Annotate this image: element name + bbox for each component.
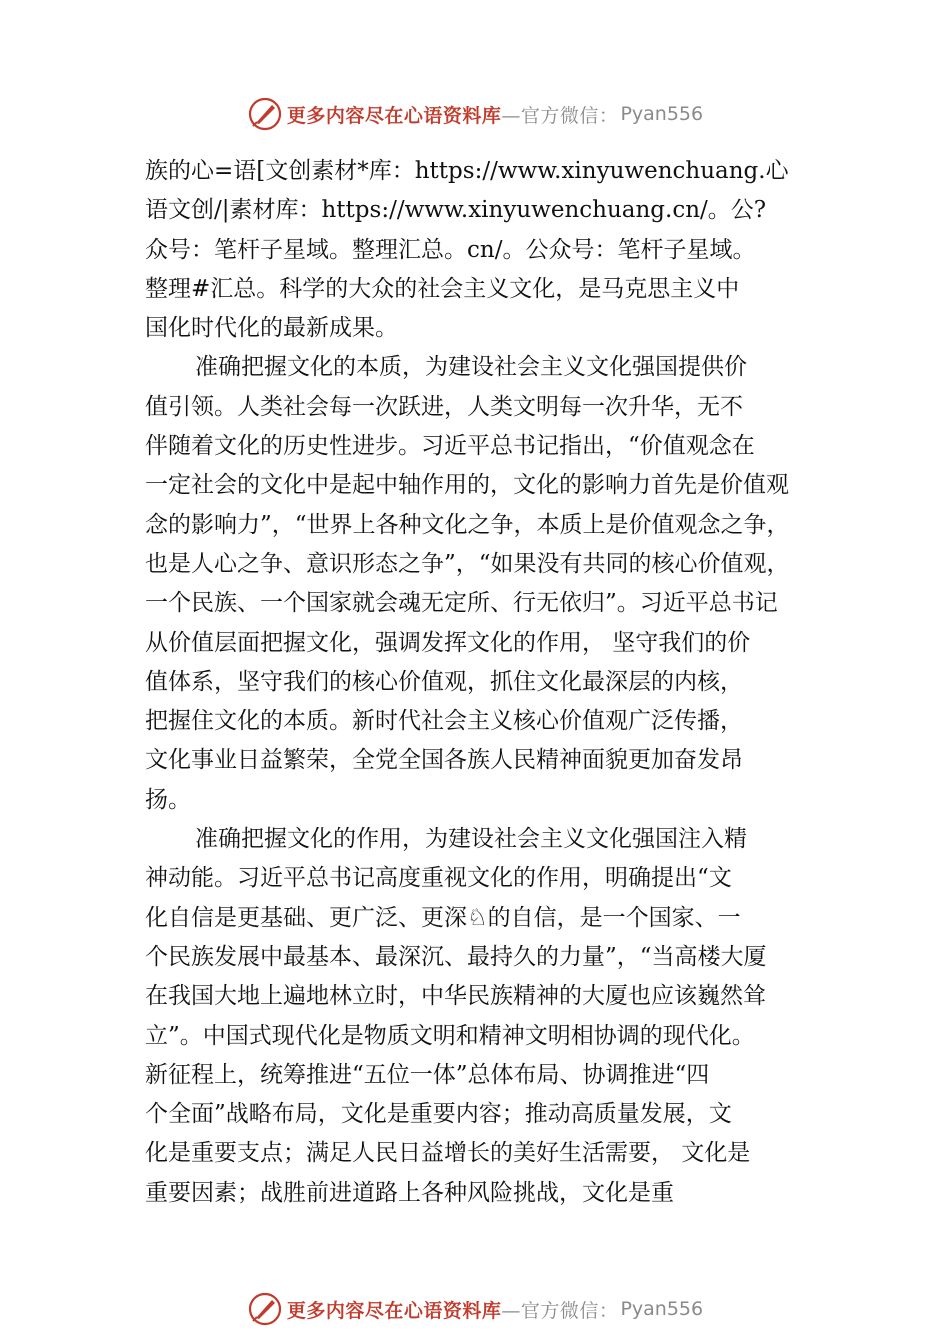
text-line: 从价值层面把握文化，强调发挥文化的作用， 坚守我们的价 [145,629,751,656]
text-line: 一个民族、一个国家就会魂无定所、行无依归”。习近平总书记 [145,590,778,617]
header-banner [0,94,950,134]
document-body [145,152,835,1213]
header-contact: Pyan556 [620,103,704,125]
text-line: 也是人心之争、意识形态之争”，“如果没有共同的核心价值观， [145,550,790,577]
text-line: 化自信是更基础、更广泛、更深♘的自信，是一个国家、一 [145,904,741,931]
text-line: 个民族发展中最基本、最深沉、最持久的力量”，“当高楼大厦 [145,943,767,970]
text-line: 在我国大地上遍地林立时，中华民族精神的大厦也应该巍然耸 [145,983,766,1010]
text-line: 族的心=语[文创素材*库：https://www.xinyuwenchuang.心 [145,158,789,184]
text-line: 重要因素；战胜前进道路上各种风险挑战，文化是重 [145,1179,674,1206]
text-line: 众号：笔杆子星域。整理汇总。cn/。公众号：笔杆子星域。 [145,236,756,263]
text-line: 值体系，坚守我们的核心价值观，抓住文化最深层的内核， [145,668,743,695]
header-title: 更多内容尽在心语资料库 [286,104,502,127]
text-line: 一定社会的文化中是起中轴作用的，文化的影响力首先是价值观 [145,472,789,499]
text-line: 语文创/|素材库：https://www.xinyuwenchuang.cn/。公? [145,197,767,224]
text-line: 把握住文化的本质。新时代社会主义核心价值观广泛传播， [145,708,743,735]
paragraph-first-line: 准确把握文化的本质，为建设社会主义文化强国提供价 [195,354,747,381]
text-line: 神动能。习近平总书记高度重视文化的作用，明确提出“文 [145,865,732,892]
header-subtitle: —官方微信： [501,104,619,127]
text-line: 国化时代化的最新成果。 [145,315,398,342]
footer-subtitle: —官方微信： [501,1299,619,1322]
footer-contact: Pyan556 [620,1298,704,1320]
paragraph-first-line: 准确把握文化的作用，为建设社会主义文化强国注入精 [195,826,747,853]
text-line: 新征程上，统筹推进“五位一体”总体布局、协调推进“四 [145,1061,710,1088]
text-line: 值引领。人类社会每一次跃进，人类文明每一次升华，无不 [145,393,743,420]
text-line: 念的影响力”，“世界上各种文化之争，本质上是价值观念之争， [145,511,790,538]
text-line: 整理#汇总。科学的大众的社会主义文化，是马克思主义中 [145,275,740,302]
footer-title: 更多内容尽在心语资料库 [286,1299,502,1322]
text-line: 立”。中国式现代化是物质文明和精神文明相协调的现代化。 [145,1022,755,1049]
text-line: 扬。 [145,786,191,813]
quill-logo-icon [247,1291,283,1327]
footer-banner [0,1289,950,1329]
quill-logo-icon [247,96,283,132]
text-line: 伴随着文化的历史性进步。习近平总书记指出，“价值观念在 [145,433,755,460]
text-line: 文化事业日益繁荣，全党全国各族人民精神面貌更加奋发昂 [145,747,743,774]
text-line: 化是重要支点；满足人民日益增长的美好生活需要， 文化是 [145,1140,751,1167]
text-line: 个全面”战略布局，文化是重要内容；推动高质量发展，文 [145,1101,732,1128]
